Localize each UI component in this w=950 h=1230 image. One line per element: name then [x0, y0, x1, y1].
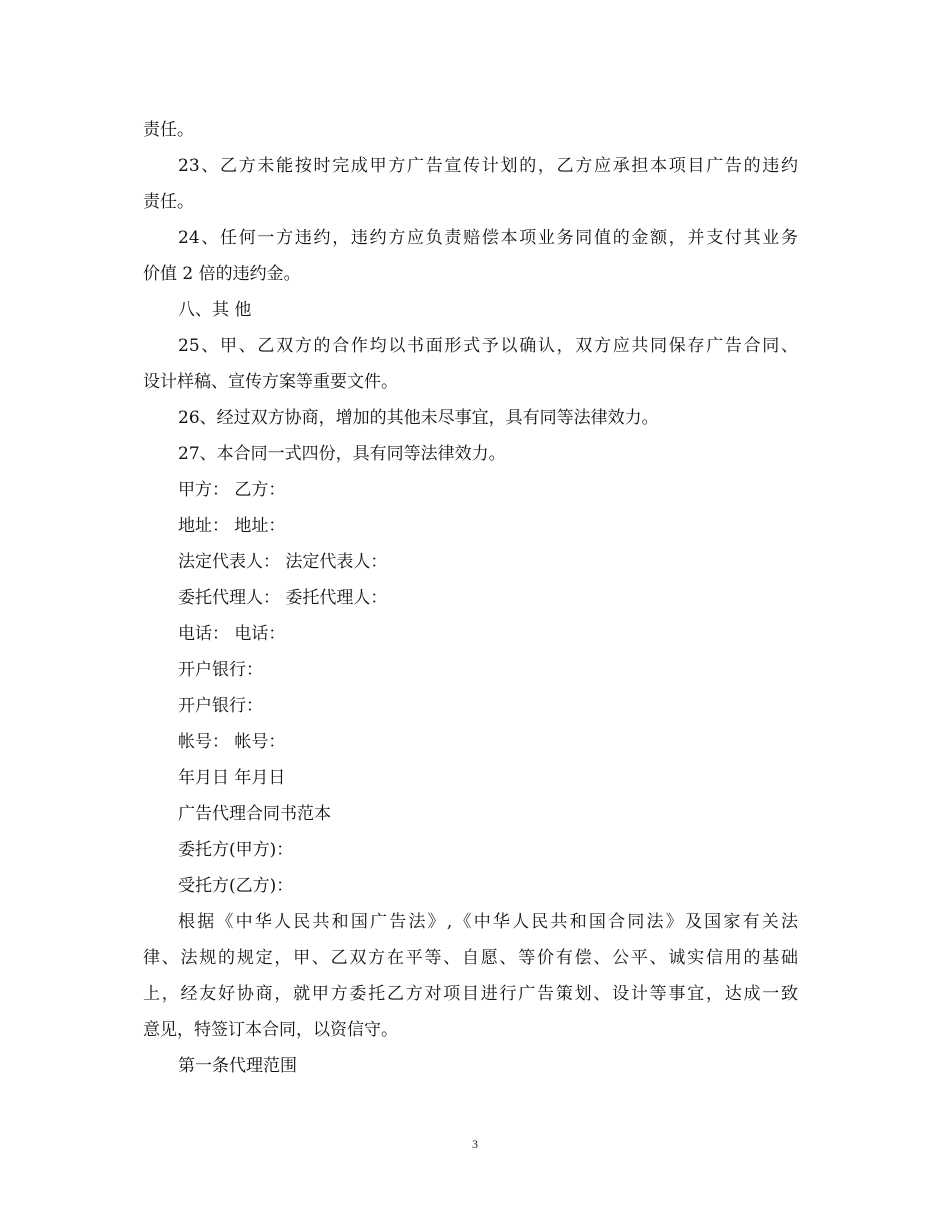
- text-line: 价值 2 倍的违约金。: [143, 264, 301, 284]
- text-line: 委托方(甲方)：: [178, 840, 294, 860]
- text-line: 根据《中华人民共和国广告法》,《中华人民共和国合同法》及国家有关法: [178, 912, 798, 932]
- text-line: 甲方： 乙方：: [178, 480, 286, 500]
- text-line: 委托代理人： 委托代理人：: [178, 588, 388, 608]
- text-line: 第一条代理范围: [178, 1056, 297, 1076]
- text-line: 27、本合同一式四份，具有同等法律效力。: [178, 444, 506, 464]
- text-line: 八、其 他: [178, 300, 252, 320]
- text-line: 地址： 地址：: [178, 516, 286, 536]
- text-line: 电话： 电话：: [178, 624, 286, 644]
- text-line: 上，经友好协商，就甲方委托乙方对项目进行广告策划、设计等事宜，达成一致: [143, 984, 798, 1004]
- text-line: 意见，特签订本合同，以资信守。: [143, 1020, 398, 1040]
- text-line: 责任。: [143, 120, 194, 140]
- text-line: 开户银行：: [178, 660, 263, 680]
- text-line: 受托方(乙方)：: [178, 876, 294, 896]
- text-line: 开户银行：: [178, 696, 263, 716]
- text-line: 责任。: [143, 192, 194, 212]
- document-body: [143, 112, 798, 1084]
- text-line: 年月日 年月日: [178, 768, 286, 788]
- text-line: 25、甲、乙双方的合作均以书面形式予以确认，双方应共同保存广告合同、: [178, 336, 798, 356]
- text-line: 26、经过双方协商，增加的其他未尽事宜，具有同等法律效力。: [178, 408, 659, 428]
- text-line: 23、乙方未能按时完成甲方广告宣传计划的，乙方应承担本项目广告的违约: [178, 156, 798, 176]
- text-line: 帐号： 帐号：: [178, 732, 286, 752]
- text-line: 设计样稿、宣传方案等重要文件。: [143, 372, 398, 392]
- text-line: 广告代理合同书范本: [178, 804, 331, 824]
- page-number: 3: [472, 1137, 478, 1151]
- text-line: 律、法规的规定，甲、乙双方在平等、自愿、等价有偿、公平、诚实信用的基础: [143, 948, 798, 968]
- text-line: 法定代表人： 法定代表人：: [178, 552, 388, 572]
- text-line: 24、任何一方违约，违约方应负责赔偿本项业务同值的金额，并支付其业务: [178, 228, 798, 248]
